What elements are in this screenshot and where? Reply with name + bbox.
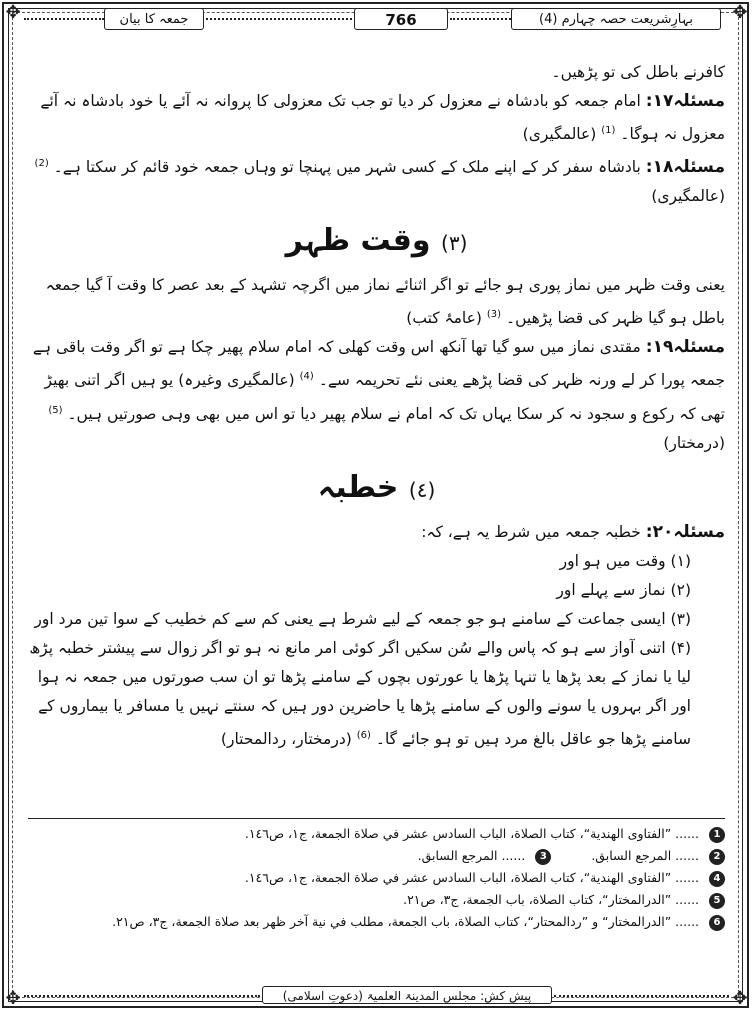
footnote-text: ...... ”الدرالمختار“، كتاب الصلاة، باب الجمعة، ج٣، ص٢١.	[403, 892, 700, 907]
list-item-4	[28, 634, 725, 754]
paragraph-text: یعنی وقت ظہر میں نماز پوری ہو جائے تو اگر اثنائے نماز میں اگرچہ تشہد کے بعد عصر کا وقت آ گیا جمعہ باطل ہو گیا ظہر کی قضا پڑھیں۔	[45, 276, 725, 328]
corner-ornament-icon: ✥	[5, 988, 21, 1009]
header-dots	[206, 18, 352, 20]
masla-17	[28, 87, 725, 149]
masla-20	[28, 518, 725, 547]
footnote-number: 3	[535, 849, 551, 865]
footnote-text: ...... ”الفتاوى الهندية“، كتاب الصلاة، الباب السادس عشر في صلاة الجمعة، ج١، ص١٤٦.	[244, 826, 700, 841]
footnote-ref[interactable]: (6)	[356, 729, 371, 741]
masla-text: خطبہ جمعہ میں شرط یہ ہے، کہ:	[421, 522, 641, 541]
publisher-credit: پیش کش: مجلس المدینۃ العلمیۃ (دعوتِ اسلامی)	[262, 986, 552, 1004]
corner-ornament-icon: ✥	[732, 2, 748, 23]
source-ref: (درمختار، ردالمحتار)	[220, 729, 352, 748]
list-item: (۲) نماز سے پہلے اور	[556, 580, 691, 599]
masla-label: مسئلہ۱۷:	[645, 91, 725, 111]
corner-ornament-icon: ✥	[5, 2, 21, 23]
chapter-title: جمعہ کا بیان	[104, 8, 204, 30]
masla-text: مقتدی نماز میں سو گیا تھا آنکھ اس وقت کھلی کہ امام سلام پھیر چکا ہے تو اگر وقت باقی ہے جمعہ پورا کر لے ورنہ ظہر کی قضا پڑھے یعنی نئے تحریمہ سے۔	[32, 338, 725, 390]
footnote-text: ...... ”الدرالمختار“ و ”ردالمحتار“، كتاب الصلاة، باب الجمعة، مطلب في نية آخر ظهر بعد صلاة الجمعة، ج٣، ص٢١.	[112, 914, 700, 929]
page-number: 766	[354, 8, 448, 30]
section-heading-khutba	[28, 464, 725, 514]
list-item: (۳) ایسی جماعت کے سامنے ہو جو جمعہ کے لیے شرط ہے یعنی کم سے کم خطیب کے سوا تین مرد اور	[34, 609, 691, 628]
footnote	[28, 911, 725, 933]
footnote	[418, 845, 552, 867]
source-ref: (عالمگیری)	[522, 125, 597, 144]
footer-dots	[554, 995, 729, 997]
footnote	[28, 823, 725, 845]
paragraph: کافرنے باطل کی تو پڑھیں۔	[551, 63, 725, 81]
footnote-number: 1	[709, 827, 725, 843]
footnote	[28, 889, 725, 911]
footnote	[591, 845, 725, 867]
footnote-ref[interactable]: (3)	[486, 309, 502, 321]
section-number: (۳)	[441, 231, 468, 256]
footnote-number: 4	[709, 871, 725, 887]
footnotes	[28, 818, 725, 933]
list-item: (۱) وقت میں ہو اور	[559, 551, 691, 570]
conditions-list	[28, 547, 725, 634]
footnote-ref[interactable]: (4)	[299, 371, 314, 383]
footnote	[28, 867, 725, 889]
paragraph	[28, 271, 725, 333]
section-title: وقت ظہر	[285, 223, 431, 259]
section-number: (٤)	[408, 477, 436, 502]
masla-label: مسئلہ۲۰:	[645, 521, 725, 542]
book-title: بہارِشریعت حصہ چہارم (4)	[511, 8, 721, 30]
footnote-row	[28, 845, 725, 867]
section-heading-zuhr	[28, 217, 725, 267]
footer-dots	[24, 995, 260, 997]
corner-ornament-icon: ✥	[732, 988, 748, 1009]
list-item: (۴) اتنی آواز سے ہو کہ پاس والے سُن سکیں اگر کوئی امر مانع نہ ہو تو اگر زوال سے پیشتر خطبہ پڑھ لیا یا نماز کے بعد پڑھا یا تنہا پڑھا یا عورتوں بچوں کے سامنے پڑھا تو ان سب صورتوں میں جمعہ نہ ہوا اور اگر بہروں یا سونے والوں کے سامنے پڑھا یا حاضرین دور ہیں کہ سنتے نہیں یا مسافر یا بیماروں کے سامنے پڑھا جو عاقل بالغ مرد ہیں تو ہو جائے گا۔	[29, 638, 691, 748]
footnote-ref[interactable]: (2)	[34, 158, 49, 170]
masla-text: امام جمعہ کو بادشاہ نے معزول کر دیا تو جب تک معزولی کا پروانہ نہ آئے یا خود بادشاہ نہ آئے معزول نہ ہوگا۔	[40, 92, 725, 144]
source-ref: (عالمگیری)	[651, 187, 725, 206]
footnote-number: 6	[709, 915, 725, 931]
source-ref: (درمختار)	[663, 433, 725, 452]
masla-label: مسئلہ۱۹:	[645, 337, 725, 358]
masla-18	[28, 149, 725, 211]
main-content	[28, 58, 725, 754]
source-ref: (عامۂ کتب)	[406, 309, 482, 328]
masla-19	[28, 333, 725, 457]
page-footer	[24, 986, 729, 1006]
footnote-number: 5	[709, 893, 725, 909]
header-dots	[450, 18, 514, 20]
footnote-text: ...... المرجع السابق.	[417, 848, 526, 863]
masla-text: یو ہیں اگر اتنی بھیڑ تھی کہ رکوع و سجود نہ کر سکا یہاں تک کہ امام نے سلام پھیر دیا تو اس میں بھی وہی صورتیں ہیں۔	[44, 371, 725, 423]
masla-label: مسئلہ۱۸:	[645, 157, 725, 178]
footnote-number: 2	[709, 849, 725, 865]
header-dots	[24, 18, 104, 20]
section-title: خطبہ	[317, 469, 399, 505]
page-header	[24, 6, 729, 32]
footnote-text: ...... المرجع السابق.	[591, 848, 700, 863]
footnote-ref[interactable]: (5)	[48, 404, 63, 416]
footnote-ref[interactable]: (1)	[601, 125, 616, 136]
source-ref: (عالمگیری وغیرہ)	[178, 371, 295, 390]
masla-text: بادشاہ سفر کر کے اپنے ملک کے کسی شہر میں پہنچا تو وہاں جمعہ خود قائم کر سکتا ہے۔	[53, 158, 641, 177]
footnote-text: ...... ”الفتاوى الهندية“، كتاب الصلاة، الباب السادس عشر في صلاة الجمعة، ج١، ص١٤٦.	[244, 870, 700, 885]
